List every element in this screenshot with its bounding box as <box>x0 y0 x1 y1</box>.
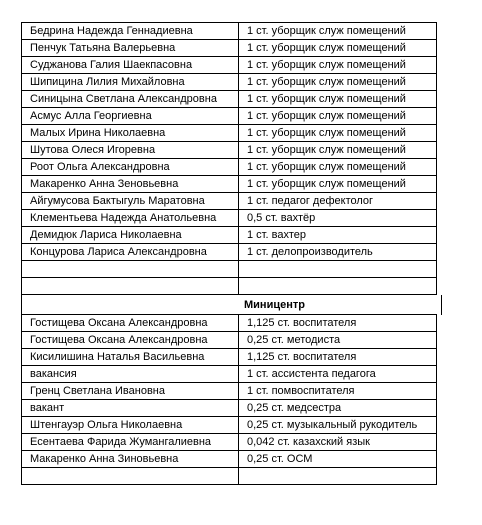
table-row <box>22 468 437 485</box>
position-cell: 1 ст. уборщик служ помещений <box>239 91 437 108</box>
staff-table-main-body <box>22 23 437 295</box>
table-row <box>22 176 437 193</box>
position-cell: 1 ст. уборщик служ помещений <box>239 57 437 74</box>
employee-name-cell: Пенчук Татьяна Валерьевна <box>22 40 239 57</box>
table-row <box>22 23 437 40</box>
employee-name-cell: Концурова Лариса Александровна <box>22 244 239 261</box>
section-title-minicenter: Миницентр <box>244 299 305 311</box>
table-row <box>22 244 437 261</box>
employee-name-cell: Демидюк Лариса Николаевна <box>22 227 239 244</box>
position-cell: 0,25 ст. музыкальный рукодитель <box>239 417 437 434</box>
employee-name-cell: Шутова Олеся Игоревна <box>22 142 239 159</box>
table-row <box>22 227 437 244</box>
employee-name-cell <box>22 278 239 295</box>
employee-name-cell: Гренц Светлана Ивановна <box>22 383 239 400</box>
table-row <box>22 91 437 108</box>
table-row <box>22 261 437 278</box>
table-row <box>22 125 437 142</box>
employee-name-cell: Асмус Алла Георгиевна <box>22 108 239 125</box>
employee-name-cell: Малых Ирина Николаевна <box>22 125 239 142</box>
table-row <box>22 210 437 227</box>
table-row <box>22 159 437 176</box>
employee-name-cell: Макаренко Анна Зиновьевна <box>22 451 239 468</box>
position-cell: 1,125 ст. воспитателя <box>239 349 437 366</box>
gap-left-border <box>21 295 22 315</box>
table-row <box>22 349 437 366</box>
table-row <box>22 451 437 468</box>
employee-name-cell: вакансия <box>22 366 239 383</box>
employee-name-cell: Есентаева Фарида Жумангалиевна <box>22 434 239 451</box>
employee-name-cell: Синицына Светлана Александровна <box>22 91 239 108</box>
position-cell: 1 ст. ассистента педагога <box>239 366 437 383</box>
table-row <box>22 108 437 125</box>
position-cell: 0,042 ст. казахский язык <box>239 434 437 451</box>
table-row <box>22 434 437 451</box>
staff-table-main <box>21 22 437 295</box>
position-cell: 1 ст. помвоспитателя <box>239 383 437 400</box>
staff-table-minicenter-body <box>22 315 437 485</box>
position-cell: 1 ст. уборщик служ помещений <box>239 159 437 176</box>
position-cell: 1 ст. уборщик служ помещений <box>239 74 437 91</box>
position-cell: 1 ст. педагог дефектолог <box>239 193 437 210</box>
table-row <box>22 400 437 417</box>
position-cell: 0,25 ст. методиста <box>239 332 437 349</box>
section-gap <box>21 295 442 315</box>
position-cell: 1 ст. уборщик служ помещений <box>239 40 437 57</box>
position-cell: 0,25 ст. медсестра <box>239 400 437 417</box>
employee-name-cell <box>22 261 239 278</box>
employee-name-cell: Айгумусова Бактыгуль Маратовна <box>22 193 239 210</box>
table-row <box>22 417 437 434</box>
employee-name-cell: Бедрина Надежда Геннадиевна <box>22 23 239 40</box>
position-cell: 1 ст. вахтер <box>239 227 437 244</box>
table-row <box>22 315 437 332</box>
staff-table-minicenter <box>21 314 437 485</box>
employee-name-cell: Гостищева Оксана Александровна <box>22 332 239 349</box>
table-row <box>22 40 437 57</box>
position-cell <box>239 468 437 485</box>
table-row <box>22 278 437 295</box>
employee-name-cell: Суджанова Галия Шаекпасовна <box>22 57 239 74</box>
table-row <box>22 383 437 400</box>
position-cell <box>239 261 437 278</box>
position-cell: 1 ст. уборщик служ помещений <box>239 142 437 159</box>
position-cell: 1 ст. уборщик служ помещений <box>239 176 437 193</box>
position-cell: 1,125 ст. воспитателя <box>239 315 437 332</box>
table-row <box>22 193 437 210</box>
employee-name-cell: Клементьева Надежда Анатольевна <box>22 210 239 227</box>
position-cell: 1 ст. уборщик служ помещений <box>239 125 437 142</box>
table-row <box>22 142 437 159</box>
position-cell <box>239 278 437 295</box>
employee-name-cell <box>22 468 239 485</box>
employee-name-cell: Роот Ольга Александровна <box>22 159 239 176</box>
employee-name-cell: Гостищева Оксана Александровна <box>22 315 239 332</box>
employee-name-cell: Макаренко Анна Зеновьевна <box>22 176 239 193</box>
position-cell: 1 ст. делопроизводитель <box>239 244 437 261</box>
table-row <box>22 332 437 349</box>
gap-right-border <box>441 295 442 315</box>
employee-name-cell: Штенгауэр Ольга Николаевна <box>22 417 239 434</box>
table-row <box>22 57 437 74</box>
position-cell: 0,25 ст. ОСМ <box>239 451 437 468</box>
table-row <box>22 366 437 383</box>
position-cell: 1 ст. уборщик служ помещений <box>239 108 437 125</box>
position-cell: 0,5 ст. вахтёр <box>239 210 437 227</box>
employee-name-cell: Кисилишина Наталья Васильевна <box>22 349 239 366</box>
table-row <box>22 74 437 91</box>
employee-name-cell: вакант <box>22 400 239 417</box>
employee-name-cell: Шипицина Лилия Михайловна <box>22 74 239 91</box>
position-cell: 1 ст. уборщик служ помещений <box>239 23 437 40</box>
